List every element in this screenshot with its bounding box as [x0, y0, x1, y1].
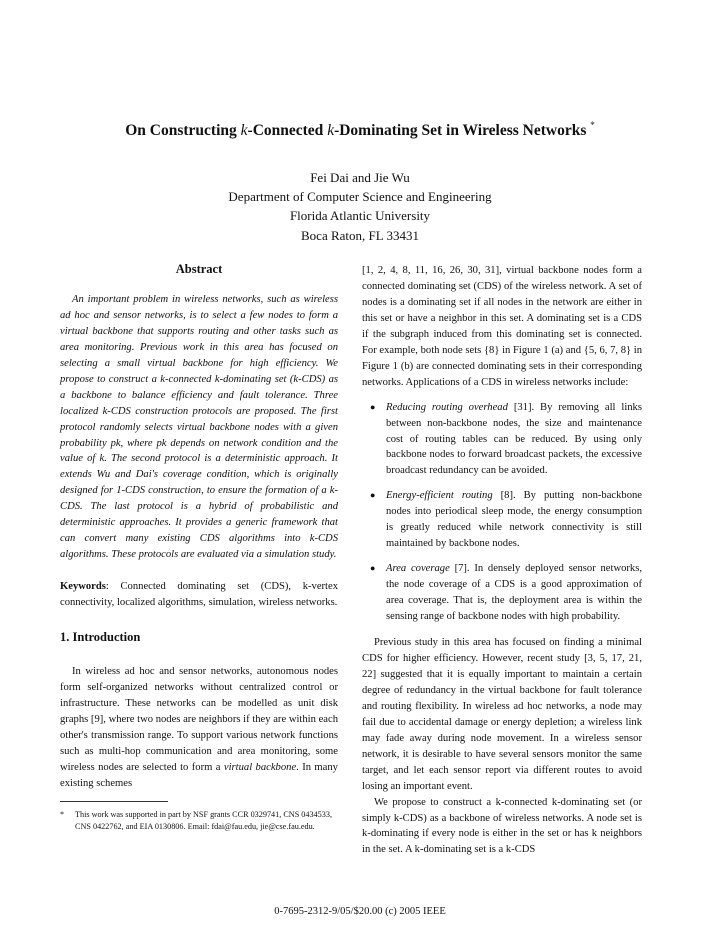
title-footnote-mark: * [590, 120, 595, 130]
footnote [60, 809, 338, 833]
intro-paragraph-4: We propose to construct a k-connected k-dominating set (or simply k-CDS) as a backbone of wireless networks. A node set is k-dominating if every node is either in the set or has k neighbors in the set. A k-dominating set is a k-CDS [362, 796, 642, 856]
left-column [60, 262, 338, 833]
author-city: Boca Raton, FL 33431 [301, 227, 419, 243]
abstract-text: An important problem in wireless networks, such as wireless ad hoc and sensor networks, is to select a few nodes to form a virtual backbone that supports routing and other tasks such as area monitoring. Previous work in this area has focused on selecting a small virtual backbone for high efficiency. We propose to construct a k-connected k-dominating set (k-CDS) as a backbone to balance efficiency and fault tolerance. Three localized k-CDS construction protocols are proposed. The first protocol randomly selects virtual backbone nodes with a given probability pk, where pk depends on network condition and the value of k. The second protocol is a deterministic approach. It extends Wu and Dai's coverage condition, which is originally designed for 1-CDS construction, to ensure the formation of a k-CDS. The last protocol is a hybrid of probabilistic and deterministic approaches. It provides a generic framework that can convert many existing CDS algorithms into k-CDS algorithms. These protocols are evaluated via a simulation study. [60, 293, 338, 561]
section-heading-introduction: 1. Introduction [60, 630, 141, 645]
page-footer: 0-7695-2312-9/05/$20.00 (c) 2005 IEEE [274, 906, 446, 917]
right-column [362, 263, 642, 858]
list-item: ● Energy-efficient routing [8]. By putting non-backbone nodes into periodical sleep mode, the energy consumption is greatly reduced while network connectivity is still maintained by backbone nodes. [370, 490, 642, 550]
bullet-icon: ● [370, 490, 376, 501]
footnote-rule [60, 801, 168, 802]
footnote-text: This work was supported in part by NSF grants CCR 0329741, CNS 0434533, CNS 0422762, and EIA 0130806. Email: fdai@fau.edu, jie@cse.fau.edu. [75, 809, 332, 831]
author-university: Florida Atlantic University [289, 208, 431, 224]
paper-title: On Constructing k-Connected k-Dominating Set in Wireless Networks * [125, 120, 595, 139]
keywords [60, 579, 338, 611]
abstract-heading: Abstract [175, 262, 223, 276]
intro-paragraph-2: [1, 2, 4, 8, 11, 16, 26, 30, 31], virtual backbone nodes form a connected dominating set (CDS) of the wireless network. A set of nodes is a dominating set if all nodes in the network are either in this set or have a neighbor in this set. A dominating set is a CDS if the subgraph induced from this dominating set is connected. For example, both node sets {8} in Figure 1 (a) and {5, 6, 7, 8} in Figure 1 (b) are connected dominating sets in their corresponding networks. Applications of a CDS in wireless networks include: [362, 265, 642, 388]
list-item: ● Reducing routing overhead [31]. By removing all links between non-backbone nodes, the size and maintenance cost of routing tables can be reduced. By using only backbone nodes to forward broadcast packets, the excessive broadcast redundancy can be avoided. [370, 401, 642, 477]
intro-paragraph-1: In wireless ad hoc and sensor networks, autonomous nodes form self-organized networks without centralized control or infrastructure. These networks can be modelled as unit disk graphs [9], where two nodes are neighbors if they are within each other's transmission range. To support various network functions such as multi-hop communication and area monitoring, some wireless nodes are selected to form a virtual backbone. In many existing schemes [60, 666, 338, 789]
footnote-mark: * [60, 809, 65, 819]
applications-list [362, 400, 642, 625]
keywords-text: : Connected dominating set (CDS), k-vertex connectivity, localized algorithms, simulation, wireless networks. [60, 581, 338, 609]
author-names: Fei Dai and Jie Wu [310, 170, 410, 185]
intro-paragraph-3: Previous study in this area has focused on finding a minimal CDS for higher efficiency. However, recent study [3, 5, 17, 21, 22] suggested that it is equally important to maintain a certain degree of redundancy in the virtual backbone for fault tolerance and routing flexibility. In wireless ad hoc networks, a node may fail due to accidental damage or energy depletion; a wireless link may fade away during node movement. In a wireless sensor network, it is desirable to have several sensors monitor the same target, and let each sensor report via different routes to avoid losing an important event. [362, 637, 642, 792]
author-block [0, 168, 720, 245]
bullet-icon: ● [370, 401, 376, 412]
list-item: ● Area coverage [7]. In densely deployed sensor networks, the node coverage of a CDS is a good approximation of area coverage. That is, the deployment area is within the sensing range of backbone nodes with high probability. [370, 563, 642, 623]
bullet-icon: ● [370, 563, 376, 574]
keywords-label: Keywords [60, 581, 106, 593]
author-department: Department of Computer Science and Engineering [228, 189, 492, 205]
